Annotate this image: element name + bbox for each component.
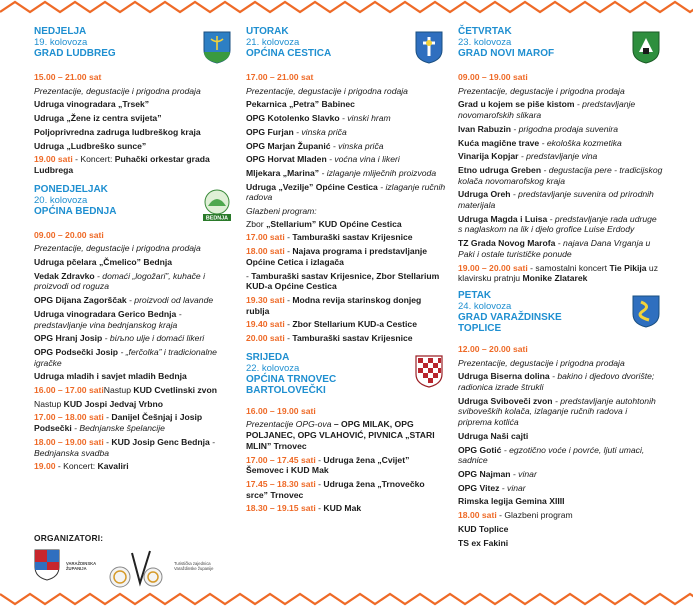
event-text: -: [315, 478, 324, 489]
section-utorak: [246, 26, 446, 344]
event-desc: - Bednjanske špelancije: [71, 423, 165, 434]
timed-event: [246, 455, 446, 476]
event-time: 18.00 – 19.00 sati: [34, 436, 104, 447]
event-time: 18.00 sati: [246, 246, 285, 257]
ludbreg-crest-icon: [202, 30, 232, 64]
event-name: Etno udruga Greben: [458, 164, 542, 175]
column-thursday-friday: [458, 26, 663, 554]
event-name: Vedak Zdravko: [34, 270, 95, 281]
day-title: PETAK: [458, 289, 492, 301]
event-name: Tamburaški sastav Krijesnice: [292, 232, 413, 243]
event-name: Udruga Biserna dolina: [458, 371, 550, 382]
time-range: 16.00 – 19.00 sati: [246, 405, 316, 416]
timed-event: [458, 538, 663, 549]
event-name: Tie Pikija: [609, 262, 647, 273]
event-item: [34, 127, 234, 138]
event-desc: - vinar: [510, 468, 537, 479]
event-item: [246, 99, 446, 110]
event-item: [34, 347, 234, 368]
organizer-logos: [34, 547, 234, 591]
event-time: 16.00 – 17.00 sati: [34, 385, 104, 396]
timed-event: [246, 295, 446, 316]
event-item: [458, 445, 663, 466]
event-item: [458, 86, 663, 97]
day-title: PONEDJELJAK: [34, 183, 108, 195]
timed-event: [246, 271, 446, 292]
novi-marof-crest-icon: [631, 30, 661, 64]
trnovec-crest-icon: [414, 354, 444, 388]
event-desc: - voćna vina i likeri: [326, 154, 400, 165]
event-item: [458, 151, 663, 162]
event-item: [458, 214, 663, 235]
event-desc: - vinska priča: [293, 126, 347, 137]
event-desc: - biљno ulje i domaći likeri: [102, 333, 205, 344]
event-performer: Puhački orkestar grada Ludbrega: [34, 154, 210, 175]
event-name: OPG Kotolenko Slavko: [246, 113, 340, 124]
event-name: Danijel Češnjaj i Josip Podsečki: [34, 412, 203, 434]
event-item: [34, 99, 234, 110]
timed-list: [458, 263, 663, 284]
event-text: -: [284, 319, 293, 330]
event-text: -: [246, 270, 252, 281]
event-text: Udruga vinogradara „Trsek”: [34, 99, 150, 110]
event-text: Nastup: [103, 385, 134, 396]
event-item: [458, 496, 663, 507]
event-desc: - degustacija pere - tradicijskog kolača novomarofskog kraja: [458, 164, 663, 186]
event-item: [458, 358, 663, 369]
time-range: 09.00 – 19.00 sati: [458, 72, 528, 82]
timed-event: [246, 246, 446, 267]
event-text: uz klavirsku pratnju: [458, 262, 659, 284]
event-name: TZ Grada Novog Marofa: [458, 238, 556, 249]
event-name: Kavaliri: [97, 461, 129, 472]
event-text: -: [284, 232, 293, 243]
column-tuesday-wednesday: [246, 26, 446, 520]
event-text: Prezentacije, degustacije i prigodna rodaja: [246, 85, 408, 96]
timed-event: [34, 461, 234, 472]
event-name: Udruga žena „Trnovečko srce” Trnovec: [246, 478, 425, 500]
event-name: Udruga mladih i savjet mladih Bednja: [34, 371, 187, 382]
event-desc: - bakino i djedovo dvorište; radionica izrade štrukli: [458, 371, 655, 393]
event-time: 17.45 – 18.30 sati: [246, 478, 316, 489]
event-desc: - predstavljanje vina: [518, 151, 598, 162]
event-name: KUD Jospi Jedvaj Vrbno: [63, 398, 163, 409]
tourist-board-logo-icon: [106, 547, 166, 589]
event-desc: - predstavljanje novomarofskih slikara: [458, 99, 636, 121]
timed-event: [34, 412, 234, 433]
event-name: Mljekara „Marina”: [246, 167, 320, 178]
event-name: Udruga vinogradara Gerico Bednja: [34, 308, 177, 319]
timed-event: [34, 399, 234, 410]
event-name: Udruga žena „Cvijet” Šemovec i KUD Mak: [246, 454, 410, 476]
event-name: KUD Cvetlinski zvon: [133, 385, 217, 396]
event-text: -: [315, 454, 324, 465]
event-list: [246, 86, 446, 203]
event-desc: - egzotično voće i povrće, ljuti umaci, sadnice: [458, 444, 645, 466]
event-desc: - Bednjanska svadba: [34, 436, 216, 458]
column-monday-sunday: [34, 26, 234, 478]
event-item: [246, 168, 446, 179]
day-title: NEDJELJA: [34, 26, 87, 37]
date-text: 22. kolovoza: [246, 362, 300, 374]
event-item: [458, 124, 663, 135]
date-text: 20. kolovoza: [34, 194, 88, 206]
event-desc: - domaći „logožari”, kuhače i proizvodi od roguza: [34, 270, 206, 292]
event-name: TS ex Fakini: [458, 537, 509, 548]
event-text: Prezentacije, degustacije i prigodna prodaja: [34, 85, 201, 96]
place-title: GRAD VARAŽDINSKE TOPLICE: [458, 311, 562, 334]
timed-list: [458, 510, 663, 548]
timed-event: [246, 479, 446, 500]
cestica-crest-icon: [414, 30, 444, 64]
event-name: Grad u kojem se piše kistom: [458, 99, 575, 110]
event-desc: - predstavljanje rada udruge s naglaskom na lik i djelo grofice Luise Erdody: [458, 213, 657, 235]
event-text: Prezentacije, degustacije i prigodna prodaja: [34, 243, 201, 254]
time-range: 17.00 – 21.00 sat: [246, 72, 314, 82]
event-name: Tamburaški sastav Krijesnice: [292, 333, 413, 344]
day-title: SRIJEDA: [246, 351, 290, 363]
bednja-logo-icon: [200, 188, 234, 222]
timed-list: [246, 455, 446, 515]
event-item: [34, 86, 234, 97]
section-petak: [458, 290, 663, 548]
event-desc: - „ferčolka” i tradicionalne igračke: [34, 346, 217, 368]
event-name: Udruga pčelara „Čmelico” Bednja: [34, 257, 173, 268]
event-item: [34, 271, 234, 292]
event-name: Rimska legija Gemina XIIII: [458, 496, 565, 507]
event-item: [34, 257, 234, 268]
event-item: [458, 99, 663, 120]
timed-event: [34, 385, 234, 396]
timed-list: [34, 385, 234, 472]
timed-event: [246, 503, 446, 514]
event-item: [458, 431, 663, 442]
event-name: Monike Zlatarek: [522, 273, 588, 284]
event-name: OPG Marjan Županić: [246, 140, 331, 151]
date-text: 19. kolovoza: [34, 37, 88, 48]
event-item: [458, 189, 663, 210]
event-item: [458, 371, 663, 392]
event-name: OPG Hranj Josip: [34, 333, 103, 344]
event-text: Prezentacije, degustacije i prigodna prodaja: [458, 357, 625, 368]
event-time: 19.00 – 20.00 sati: [458, 262, 528, 273]
event-time: 19.00 sati: [34, 154, 73, 165]
timed-event: [458, 510, 663, 521]
event-name: Udruga Magda i Luisa: [458, 213, 548, 224]
event-item: [458, 138, 663, 149]
event-item: [34, 243, 234, 254]
event-text: -: [284, 246, 293, 257]
event-name: Kuća magične trave: [458, 137, 540, 148]
event-name: Udruga „Vezilje” Općine Cestica: [246, 181, 378, 192]
event-desc: - predstavljanje vina bednjanskog kraja: [34, 308, 182, 330]
event-item: [458, 396, 663, 428]
event-text: -: [284, 333, 293, 344]
event-item: [246, 113, 446, 124]
timed-event: [246, 333, 446, 344]
event-item: [34, 295, 234, 306]
event-desc: - ekološka kozmetika: [539, 137, 622, 148]
event-time: 20.00 sati: [246, 333, 285, 344]
event-item: [246, 154, 446, 165]
event-item: [246, 182, 446, 203]
event-name: – OPG MILAK, OPG POLJANEC, OPG VLAHOVIĆ, PIVNICA „STARI MLIN” Trnovec: [246, 419, 435, 451]
event-text: - Koncert:: [72, 154, 115, 165]
event-text: Udruga „Ludbreško sunce”: [34, 140, 147, 151]
varazdin-county-logo-text: VARAŽDINSKA ŽUPANIJA: [66, 561, 97, 571]
event-text: Prezentacije, degustacije i prigodna prodaja: [458, 85, 625, 96]
event-name: OPG Dijana Zagorščak: [34, 295, 127, 306]
event-name: OPG Furjan: [246, 126, 294, 137]
event-item: [34, 141, 234, 152]
section-ponedjeljak: [34, 184, 234, 472]
event-desc: - proizvodi od lavande: [126, 295, 214, 306]
timed-event: [246, 219, 446, 230]
event-item: [246, 86, 446, 97]
event-time: 17.00 – 18.00 sati: [34, 412, 104, 423]
event-name: OPG Horvat Mladen: [246, 154, 327, 165]
varazdin-county-crest-icon: [34, 549, 60, 581]
day-title: UTORAK: [246, 26, 289, 37]
place-title: GRAD LUDBREG: [34, 48, 116, 59]
event-time: 17.00 – 17.45 sati: [246, 454, 316, 465]
section-nedjelja: [34, 26, 234, 176]
event-text: Udruga „Žene iz centra svijeta”: [34, 113, 162, 124]
event-name: Udruga Oreh: [458, 189, 511, 200]
organizers-label: ORGANIZATORI:: [34, 533, 104, 543]
event-text: - samostalni koncert: [527, 262, 610, 273]
event-name: OPG Podsečki Josip: [34, 346, 119, 357]
timed-event: [458, 524, 663, 535]
event-time: 19.40 sati: [246, 319, 285, 330]
event-name: KUD Mak: [323, 503, 362, 514]
event-text: Zbor: [246, 218, 267, 229]
event-name: KUD Toplice: [458, 523, 509, 534]
program-label: Glazbeni program:: [246, 206, 317, 217]
event-desc: - vinski hram: [339, 113, 391, 124]
section-header: [34, 26, 234, 62]
event-name: „Stellarium” KUD Općine Cestica: [266, 218, 402, 229]
event-desc: - izlaganje ručnih radova: [246, 181, 446, 203]
event-name: OPG Gotić: [458, 444, 502, 455]
day-title: ČETVRTAK: [458, 26, 512, 37]
event-desc: - najava Dana Vrganja u Paki i ostale turističke ponude: [458, 238, 651, 259]
event-item: [458, 483, 663, 494]
event-item: [246, 419, 446, 451]
top-zigzag-border: [0, 0, 693, 14]
event-list: [246, 419, 446, 451]
event-name: OPG Najman: [458, 468, 511, 479]
event-name: Udruga Sviboveči zvon: [458, 395, 553, 406]
event-time: 18.00 sati: [458, 510, 497, 521]
event-text: - Koncert:: [55, 461, 98, 472]
event-name: Modna revija starinskog donjeg rublja: [246, 294, 422, 316]
tourist-board-logo-text: Turistička zajednica Varaždinske županije: [174, 561, 214, 571]
section-header: [246, 26, 446, 62]
section-cetvrtak: [458, 26, 663, 284]
event-name: KUD Josip Genc Bednja: [111, 436, 210, 447]
event-name: OPG Vitez: [458, 482, 500, 493]
event-desc: - vinar: [499, 482, 526, 493]
event-desc: - predstavljanje autohtonih sviboveških kolača, izlaganje ručnih radova i priprema kotlića: [458, 395, 656, 428]
event-list: [34, 243, 234, 382]
date-text: 23. kolovoza: [458, 37, 512, 48]
final-event: [34, 154, 234, 175]
section-header: [458, 290, 663, 334]
event-item: [34, 371, 234, 382]
timed-event: [246, 319, 446, 330]
event-desc: - vinska priča: [330, 140, 384, 151]
event-time: 19.00: [34, 461, 56, 472]
event-text: -: [315, 503, 324, 514]
event-list: [458, 86, 663, 260]
event-item: [34, 333, 234, 344]
event-time: 19.30 sati: [246, 294, 285, 305]
event-item: [246, 141, 446, 152]
event-desc: Prezentacije OPG-ova: [246, 419, 332, 430]
event-desc: - prigodna prodaja suvenira: [511, 123, 619, 134]
event-text: Nastup: [34, 398, 64, 409]
place-title: GRAD NOVI MAROF: [458, 48, 555, 59]
organizers: [34, 533, 234, 593]
varazdinske-toplice-crest-icon: [631, 294, 661, 328]
event-item: [34, 113, 234, 124]
event-item: [34, 309, 234, 330]
event-name: Najava programa i predstavljanje Općine Cetica i izlagača: [246, 246, 428, 267]
bottom-zigzag-border: [0, 592, 693, 606]
event-time: 17.00 sati: [246, 232, 285, 243]
event-text: - Glazbeni program: [496, 510, 573, 521]
event-time: 18.30 – 19.15 sati: [246, 503, 316, 514]
timed-list: [246, 219, 446, 344]
event-item: [246, 127, 446, 138]
time-range: 15.00 – 21.00 sat: [34, 72, 102, 82]
event-text: -: [284, 294, 293, 305]
event-name: Tamburaški sastav Krijesnice, Zbor Stellarium KUD-a Općine Cestica: [246, 270, 440, 292]
event-name: Udruga Naši cajti: [458, 430, 529, 441]
section-header: [34, 184, 234, 220]
time-range: 09.00 – 20.00 sati: [34, 229, 104, 240]
event-name: Vinarija Kopjar: [458, 151, 519, 162]
event-item: [458, 238, 663, 259]
section-header: [458, 26, 663, 62]
event-text: -: [103, 436, 112, 447]
timed-event: [246, 232, 446, 243]
time-range: 12.00 – 20.00 sati: [458, 343, 528, 354]
bednja-logo-text: BEDNJA: [205, 215, 229, 222]
date-text: 24. kolovoza: [458, 300, 512, 312]
event-list: [458, 358, 663, 507]
timed-event: [458, 263, 663, 284]
event-desc: - predstavljanje suvenira od prirodnih materijala: [458, 189, 654, 211]
place-title: OPĆINA CESTICA: [246, 48, 332, 59]
event-text: Poljoprivredna zadruga ludbreškog kraja: [34, 126, 201, 137]
place-title: OPĆINA TRNOVEC BARTOLOVEČKI: [246, 373, 337, 396]
event-desc: - izlaganje mliječnih proizvoda: [319, 167, 437, 178]
event-item: [458, 165, 663, 186]
section-srijeda: [246, 352, 446, 514]
date-text: 21. kolovoza: [246, 37, 300, 48]
event-name: Ivan Rabuzin: [458, 123, 512, 134]
section-header: [246, 352, 446, 396]
place-title: OPĆINA BEDNJA: [34, 205, 117, 217]
timed-event: [34, 437, 234, 458]
event-item: [458, 469, 663, 480]
event-list: [34, 86, 234, 152]
event-name: Zbor Stellarium KUD-a Cestice: [292, 319, 417, 330]
event-name: Pekarnica „Petra” Babinec: [246, 99, 355, 110]
event-text: -: [103, 412, 112, 423]
